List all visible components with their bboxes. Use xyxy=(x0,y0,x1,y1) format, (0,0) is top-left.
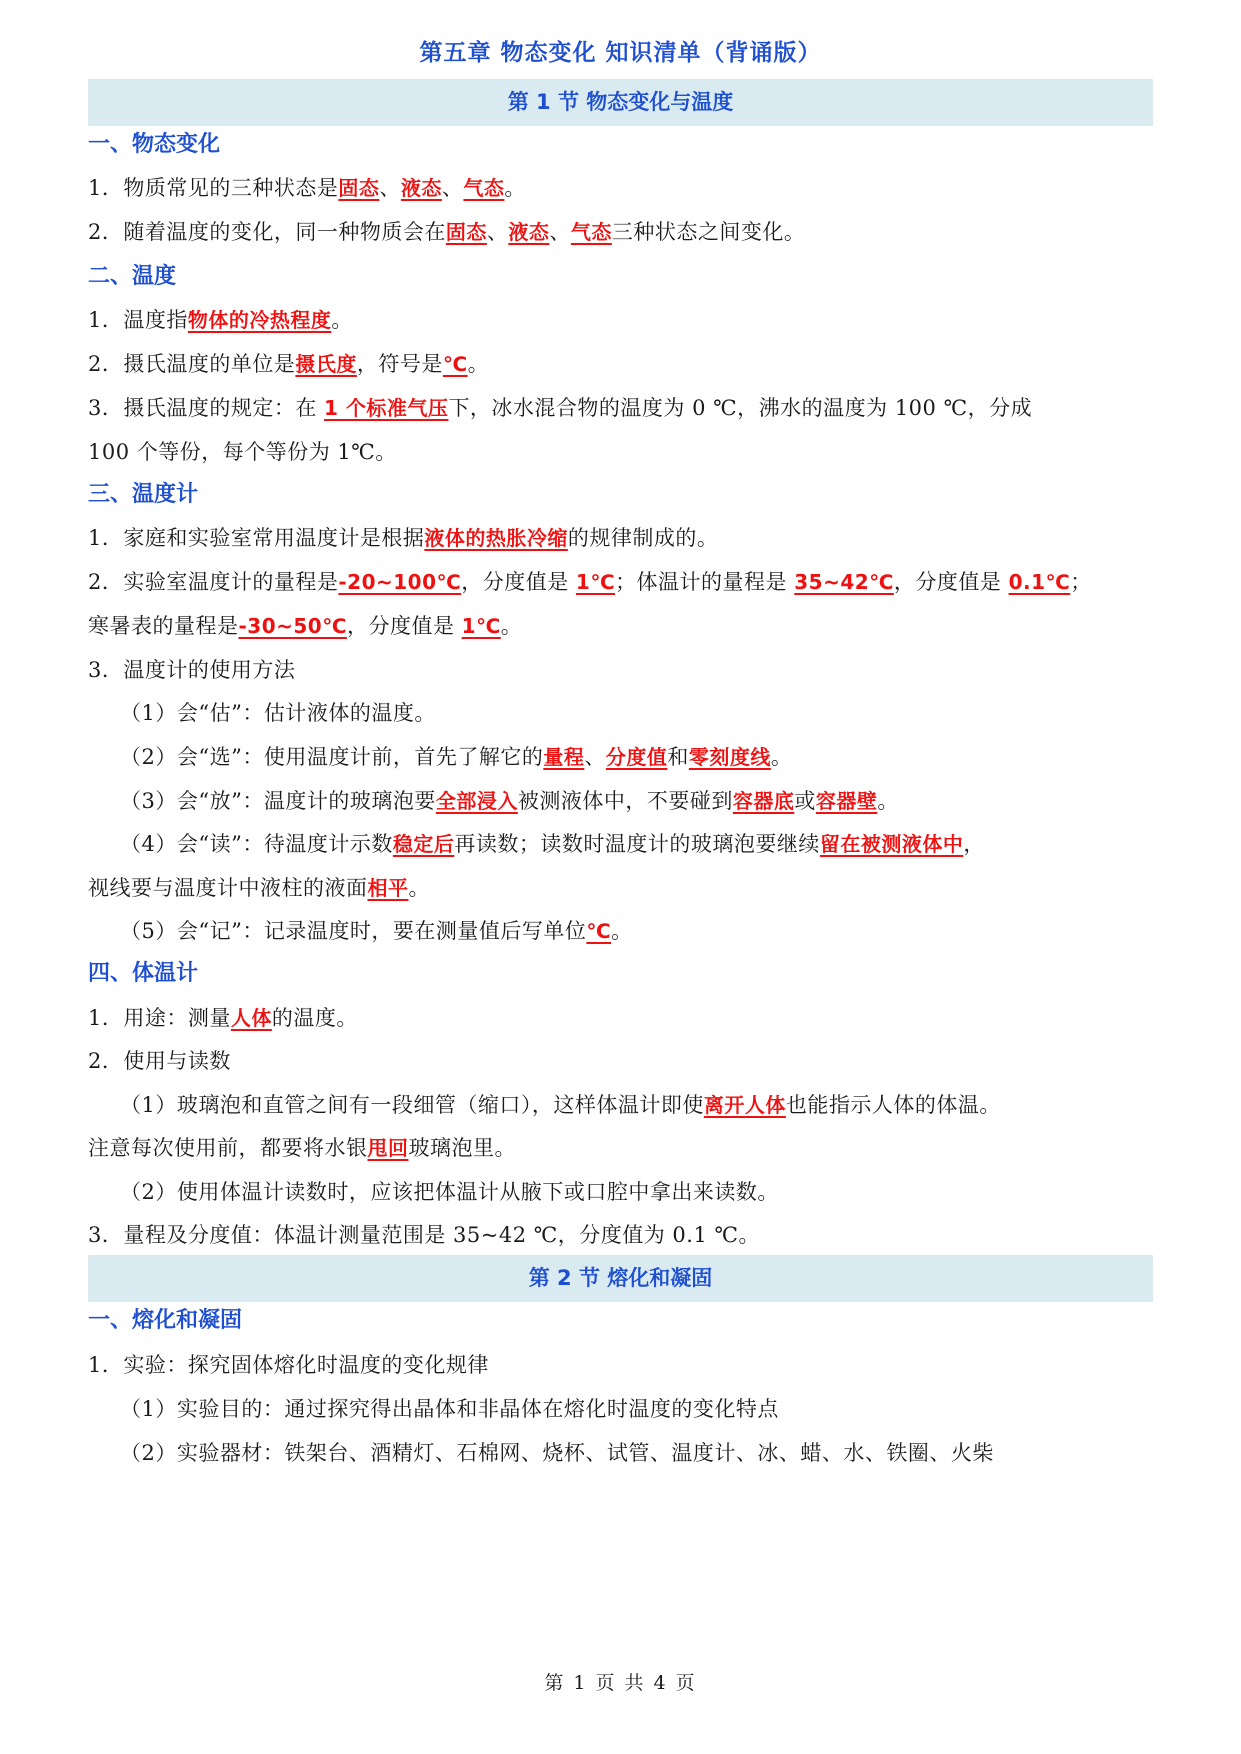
paragraph xyxy=(120,1090,1190,1120)
answer: ℃ xyxy=(442,352,468,376)
answer: 零刻度线 xyxy=(688,745,771,769)
text: （2）会“选”：使用温度计前，首先了解它的 xyxy=(120,745,544,769)
paragraph xyxy=(88,305,1158,335)
text: 、 xyxy=(441,176,464,200)
answer: 固态 xyxy=(445,220,487,244)
paragraph: 2．使用与读数 xyxy=(88,1049,231,1073)
paragraph: （2）实验器材：铁架台、酒精灯、石棉网、烧杯、试管、温度计、冰、蜡、水、铁圈、火柴 xyxy=(120,1441,994,1465)
text: 玻璃泡里。 xyxy=(408,1136,516,1160)
paragraph xyxy=(88,173,1158,203)
answer: 液态 xyxy=(508,220,550,244)
text: ； xyxy=(1070,570,1092,594)
answer: 物体的冷热程度 xyxy=(187,308,332,332)
answer: 留在被测液体中 xyxy=(819,832,964,856)
answer: 液体的热胀冷缩 xyxy=(424,526,568,550)
heading-temperature: 二、温度 xyxy=(88,264,177,289)
text: 。 xyxy=(331,308,353,332)
paragraph: 1．实验：探究固体熔化时温度的变化规律 xyxy=(88,1353,489,1377)
heading-melting-solidification: 一、熔化和凝固 xyxy=(88,1308,243,1333)
text: 2．实验室温度计的量程是 xyxy=(88,570,339,594)
text: 再读数；读数时温度计的玻璃泡要继续 xyxy=(454,832,820,856)
text: 3．摄氏温度的规定：在 xyxy=(88,396,325,420)
text: 。 xyxy=(467,352,490,376)
text: 的温度。 xyxy=(271,1006,358,1030)
text: 。 xyxy=(770,745,793,769)
text: 下，冰水混合物的温度为 0 ℃，沸水的温度为 100 ℃，分成 xyxy=(448,396,1033,420)
text: 1．家庭和实验室常用温度计是根据 xyxy=(88,526,425,550)
answer: 1 个标准气压 xyxy=(324,396,449,420)
paragraph: （2）使用体温计读数时，应该把体温计从腋下或口腔中拿出来读数。 xyxy=(120,1180,779,1204)
text: 1．用途：测量 xyxy=(88,1006,231,1030)
page-number-footer: 第 1 页 共 4 页 xyxy=(544,1672,697,1694)
answer: 容器底 xyxy=(732,789,795,813)
document-title: 第五章 物态变化 知识清单（背诵版） xyxy=(419,40,822,66)
text: 。 xyxy=(500,614,523,638)
answer: 甩回 xyxy=(367,1136,409,1160)
answer: 离开人体 xyxy=(703,1093,786,1117)
paragraph xyxy=(88,523,1158,553)
answer: 液态 xyxy=(400,176,442,200)
text: 。 xyxy=(877,789,899,813)
answer: 分度值 xyxy=(605,745,668,769)
text: 1．物质常见的三种状态是 xyxy=(88,176,339,200)
answer: 摄氏度 xyxy=(295,352,357,376)
answer: 量程 xyxy=(543,745,585,769)
text: 的规律制成的。 xyxy=(567,526,719,550)
text: 。 xyxy=(611,919,633,943)
text: （1）玻璃泡和直管之间有一段细管（缩口），这样体温计即使 xyxy=(120,1093,704,1117)
text: 也能指示人体的体温。 xyxy=(785,1093,1001,1117)
text: （4）会“读”：待温度计示数 xyxy=(120,832,393,856)
answer: 1℃ xyxy=(575,570,616,594)
text: 寒暑表的量程是 xyxy=(88,614,239,638)
text: 2．随着温度的变化，同一种物质会在 xyxy=(88,220,446,244)
paragraph xyxy=(88,1133,1158,1163)
section-banner-1: 第 1 节 物态变化与温度 xyxy=(88,79,1153,126)
answer: 人体 xyxy=(230,1006,272,1030)
text: 、 xyxy=(486,220,509,244)
text: 、 xyxy=(549,220,571,244)
paragraph: 3．量程及分度值：体温计测量范围是 35~42 ℃，分度值为 0.1 ℃。 xyxy=(88,1223,760,1247)
paragraph: （1）实验目的：通过探究得出晶体和非晶体在熔化时温度的变化特点 xyxy=(120,1397,779,1421)
text: 视线要与温度计中液柱的液面 xyxy=(88,876,368,900)
answer: 气态 xyxy=(570,220,612,244)
paragraph xyxy=(88,393,1158,423)
answer: 固态 xyxy=(338,176,380,200)
paragraph xyxy=(120,786,1190,816)
paragraph xyxy=(88,873,1158,903)
heading-states-of-matter: 一、物态变化 xyxy=(88,132,221,157)
text: 被测液体中，不要碰到 xyxy=(517,789,733,813)
text: ，分度值是 xyxy=(893,570,1009,594)
answer: 全部浸入 xyxy=(435,789,518,813)
paragraph xyxy=(120,742,1190,772)
heading-thermometer: 三、温度计 xyxy=(88,482,199,507)
heading-clinical-thermometer: 四、体温计 xyxy=(88,961,199,986)
paragraph xyxy=(88,611,1158,641)
answer: 0.1℃ xyxy=(1008,570,1071,594)
text: 和 xyxy=(667,745,689,769)
answer: 稳定后 xyxy=(392,832,455,856)
text: 。 xyxy=(408,876,430,900)
text: 注意每次使用前，都要将水银 xyxy=(88,1136,368,1160)
paragraph xyxy=(88,217,1158,247)
answer: -20~100℃ xyxy=(338,570,462,594)
text: 或 xyxy=(794,789,816,813)
paragraph xyxy=(88,567,1158,597)
text: ，分度值是 xyxy=(461,570,576,594)
answer: ℃ xyxy=(586,919,612,943)
text: 。 xyxy=(504,176,526,200)
paragraph xyxy=(120,829,1190,859)
paragraph xyxy=(120,916,1190,946)
text: 、 xyxy=(379,176,401,200)
text: 、 xyxy=(584,745,606,769)
text: ， xyxy=(963,832,985,856)
paragraph: 3．温度计的使用方法 xyxy=(88,658,296,682)
paragraph: 100 个等份，每个等份为 1℃。 xyxy=(88,440,397,464)
answer: 相平 xyxy=(367,876,409,900)
text: 2．摄氏温度的单位是 xyxy=(88,352,296,376)
text: ，分度值是 xyxy=(346,614,462,638)
text: （3）会“放”：温度计的玻璃泡要 xyxy=(120,789,436,813)
paragraph: （1）会“估”：估计液体的温度。 xyxy=(120,701,436,725)
answer: -30~50℃ xyxy=(238,614,347,638)
answer: 容器壁 xyxy=(815,789,878,813)
text: ，符号是 xyxy=(356,352,443,376)
answer: 1℃ xyxy=(461,614,501,638)
paragraph xyxy=(88,1003,1158,1033)
answer: 气态 xyxy=(463,176,505,200)
text: （5）会“记”：记录温度时，要在测量值后写单位 xyxy=(120,919,587,943)
answer: 35~42℃ xyxy=(794,570,894,594)
text: 三种状态之间变化。 xyxy=(611,220,806,244)
section-banner-2: 第 2 节 熔化和凝固 xyxy=(88,1255,1153,1302)
paragraph xyxy=(88,349,1158,379)
text: ；体温计的量程是 xyxy=(615,570,795,594)
text: 1．温度指 xyxy=(88,308,188,332)
